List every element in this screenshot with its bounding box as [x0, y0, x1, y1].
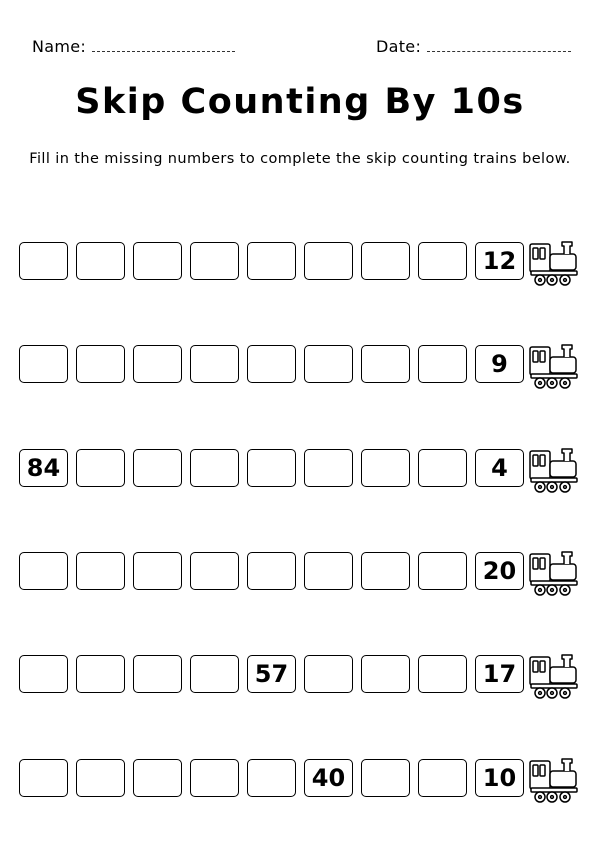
train-car-blank[interactable]: [418, 552, 467, 590]
train-car-number: 57: [247, 655, 296, 693]
train-engine-icon: [528, 445, 580, 493]
train-car-blank[interactable]: [76, 345, 125, 383]
train-car-blank[interactable]: [19, 655, 68, 693]
train-car-blank[interactable]: [76, 655, 125, 693]
train-car-blank[interactable]: [76, 242, 125, 280]
train-car-blank[interactable]: [304, 345, 353, 383]
train-car-blank[interactable]: [190, 449, 239, 487]
train-car-blank[interactable]: [19, 242, 68, 280]
train-car-number: 20: [475, 552, 524, 590]
train-engine-icon: [528, 651, 580, 699]
train-car-blank[interactable]: [247, 552, 296, 590]
train-car-number: 84: [19, 449, 68, 487]
date-field: [376, 37, 571, 56]
train-car-blank[interactable]: [133, 242, 182, 280]
instructions-text: Fill in the missing numbers to complete the skip counting trains below.: [29, 151, 571, 167]
train-car-number: 40: [304, 759, 353, 797]
train-car-number: 12: [475, 242, 524, 280]
train-car-blank[interactable]: [247, 242, 296, 280]
train-car-blank[interactable]: [190, 242, 239, 280]
page-title: Skip Counting By 10s: [75, 82, 525, 122]
train-car-number: 9: [475, 345, 524, 383]
train-car-number: 17: [475, 655, 524, 693]
train-car-blank[interactable]: [19, 345, 68, 383]
train-car-blank[interactable]: [418, 655, 467, 693]
train-engine-icon: [528, 548, 580, 596]
train-car-blank[interactable]: [361, 759, 410, 797]
train-car-number: 10: [475, 759, 524, 797]
train-car-number: 4: [475, 449, 524, 487]
train-car-blank[interactable]: [190, 655, 239, 693]
train-car-blank[interactable]: [133, 449, 182, 487]
train-car-blank[interactable]: [76, 449, 125, 487]
train-car-blank[interactable]: [304, 242, 353, 280]
train-car-blank[interactable]: [133, 655, 182, 693]
train-car-blank[interactable]: [304, 449, 353, 487]
train-car-blank[interactable]: [418, 242, 467, 280]
train-car-blank[interactable]: [361, 449, 410, 487]
train-car-blank[interactable]: [418, 449, 467, 487]
train-car-blank[interactable]: [247, 449, 296, 487]
train-car-blank[interactable]: [190, 552, 239, 590]
train-car-blank[interactable]: [361, 655, 410, 693]
train-car-blank[interactable]: [133, 759, 182, 797]
train-engine-icon: [528, 755, 580, 803]
train-car-blank[interactable]: [190, 345, 239, 383]
train-car-blank[interactable]: [247, 345, 296, 383]
train-car-blank[interactable]: [304, 655, 353, 693]
name-blank-line[interactable]: [92, 41, 235, 52]
train-car-blank[interactable]: [361, 242, 410, 280]
train-engine-icon: [528, 341, 580, 389]
date-blank-line[interactable]: [427, 41, 571, 52]
name-label: Name:: [32, 37, 87, 56]
train-car-blank[interactable]: [133, 552, 182, 590]
train-car-blank[interactable]: [247, 759, 296, 797]
train-engine-icon: [528, 238, 580, 286]
train-car-blank[interactable]: [361, 552, 410, 590]
train-car-blank[interactable]: [133, 345, 182, 383]
train-car-blank[interactable]: [190, 759, 239, 797]
train-car-blank[interactable]: [418, 345, 467, 383]
train-car-blank[interactable]: [76, 759, 125, 797]
train-car-blank[interactable]: [19, 552, 68, 590]
train-car-blank[interactable]: [19, 759, 68, 797]
train-car-blank[interactable]: [418, 759, 467, 797]
train-car-blank[interactable]: [76, 552, 125, 590]
date-label: Date:: [376, 37, 422, 56]
train-car-blank[interactable]: [304, 552, 353, 590]
name-field: [32, 37, 235, 56]
train-car-blank[interactable]: [361, 345, 410, 383]
